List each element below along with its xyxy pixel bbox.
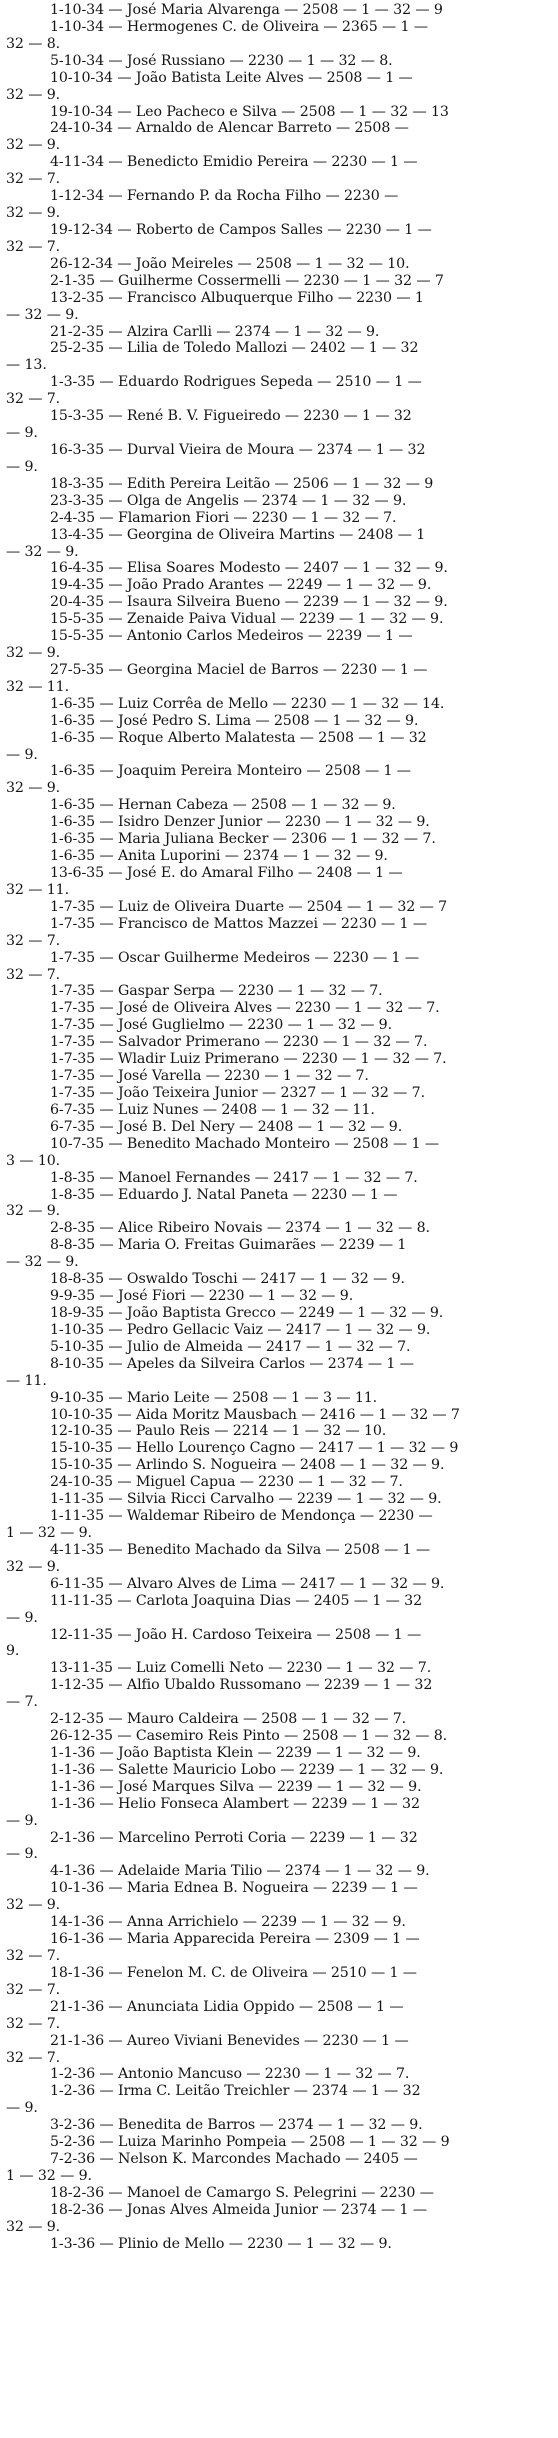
entry-text: 5-10-35 — Julio de Almeida — 2417 — 1 — 32 — 7. <box>50 1338 411 1355</box>
entry-line <box>0 1068 558 1085</box>
entry-text: 32 — 7. <box>6 966 61 983</box>
entry-text: 32 — 7. <box>6 391 61 408</box>
entry-line <box>0 476 558 493</box>
entry-line <box>0 2 558 19</box>
entry-text: 14-1-36 — Anna Arrichielo — 2239 — 1 — 32 — 9. <box>50 1914 406 1931</box>
entry-text: 32 — 7. <box>6 932 61 949</box>
entry-text: 1-7-35 — João Teixeira Junior — 2327 — 1 — 32 — 7. <box>50 1085 425 1101</box>
entry-continuation-line <box>0 679 558 696</box>
entry-text: 1-7-35 — Oscar Guilherme Medeiros — 2230 — 1 — <box>50 949 419 966</box>
entry-continuation-line <box>0 2100 558 2117</box>
entry-text: 1-1-36 — José Marques Silva — 2239 — 1 — 32 — 9. <box>50 1778 422 1795</box>
entry-continuation-line <box>0 2016 558 2033</box>
entry-text: 8-10-35 — Apeles da Silveira Carlos — 2374 — 1 — <box>50 1355 414 1372</box>
entry-text: 32 — 11. <box>6 678 70 695</box>
entry-line <box>0 1677 558 1694</box>
entry-text: 25-2-35 — Lilia de Toledo Mallozi — 2402 — 1 — 32 <box>50 340 419 357</box>
entry-text: 1-3-35 — Eduardo Rodrigues Sepeda — 2510 — 1 — <box>50 374 422 391</box>
entry-continuation-line <box>0 425 558 442</box>
entry-continuation-line <box>0 1254 558 1271</box>
entry-line <box>0 594 558 611</box>
entry-text: 13-6-35 — José E. do Amaral Filho — 2408 — 1 — <box>50 865 403 882</box>
entry-text: 1-7-35 — Salvador Primerano — 2230 — 1 — 32 — 7. <box>50 1034 428 1051</box>
entry-line <box>0 290 558 307</box>
entry-text: 32 — 7. <box>6 1981 61 1998</box>
entry-text: 1-6-35 — Luiz Corrêa de Mello — 2230 — 1 — 32 — 14. <box>50 695 445 712</box>
entry-line <box>0 340 558 357</box>
entry-text: 1-12-35 — Alfio Ubaldo Russomano — 2239 — 1 — 32 <box>50 1677 433 1694</box>
entry-text: 3 — 10. <box>6 1152 61 1169</box>
entry-line <box>0 1914 558 1931</box>
entry-text: 32 — 9. <box>6 780 61 797</box>
entry-continuation-line <box>0 933 558 950</box>
entry-line <box>0 1762 558 1779</box>
entry-line <box>0 154 558 171</box>
entry-line <box>0 510 558 527</box>
entry-line <box>0 1170 558 1187</box>
entry-continuation-line <box>0 2168 558 2185</box>
entry-text: 18-2-36 — Manoel de Camargo S. Pelegrini — 2230 — <box>50 2184 434 2201</box>
entry-text: 32 — 8. <box>6 35 61 52</box>
entry-text: 32 — 7. <box>6 238 61 255</box>
entry-text: 10-10-34 — João Batista Leite Alves — 2508 — 1 — <box>50 69 413 86</box>
entry-continuation-line <box>0 205 558 222</box>
entry-line <box>0 1474 558 1491</box>
entry-text: 32 — 9. <box>6 1203 61 1220</box>
entry-text: 1 — 32 — 9. <box>6 1524 92 1541</box>
entry-text: 15-10-35 — Hello Lourenço Cagno — 2417 — 1 — 32 — 9 <box>50 1440 459 1457</box>
entry-line <box>0 763 558 780</box>
entry-line <box>0 2134 558 2151</box>
entry-text: — 9. <box>6 2100 38 2117</box>
entry-text: 1-7-35 — Francisco de Mattos Mazzei — 2230 — 1 — <box>50 915 427 932</box>
entry-line <box>0 2083 558 2100</box>
entry-line <box>0 628 558 645</box>
entry-line <box>0 1305 558 1322</box>
entry-line <box>0 1271 558 1288</box>
entry-text: 18-3-35 — Edith Pereira Leitão — 2506 — 1 — 32 — 9 <box>50 475 434 492</box>
entry-line <box>0 696 558 713</box>
entry-line <box>0 1542 558 1559</box>
entry-text: 6-7-35 — José B. Del Nery — 2408 — 1 — 32 — 9. <box>50 1118 403 1135</box>
entry-line <box>0 222 558 239</box>
entry-text: 32 — 9. <box>6 1897 61 1914</box>
entry-continuation-line <box>0 1948 558 1965</box>
entry-line <box>0 1779 558 1796</box>
entry-text: 1-3-36 — Plinio de Mello — 2230 — 1 — 32 — 9. <box>50 2235 392 2252</box>
entry-line <box>0 104 558 121</box>
entry-line <box>0 2185 558 2202</box>
entry-text: 19-10-34 — Leo Pacheco e Silva — 2508 — 1 — 32 — 13 <box>50 103 449 120</box>
entry-text: 9-9-35 — José Fiori — 2230 — 1 — 32 — 9. <box>50 1288 354 1305</box>
entry-line <box>0 1423 558 1440</box>
entry-text: 4-11-35 — Benedito Machado da Silva — 2508 — 1 — <box>50 1541 431 1558</box>
entry-text: 1-1-36 — João Baptista Klein — 2239 — 1 — 32 — 9. <box>50 1744 421 1761</box>
entry-text: 1-8-35 — Eduardo J. Natal Paneta — 2230 — 1 — <box>50 1186 398 1203</box>
entry-text: 18-8-35 — Oswaldo Toschi — 2417 — 1 — 32 — 9. <box>50 1271 405 1288</box>
entry-text: 19-12-34 — Roberto de Campos Salles — 2230 — 1 — <box>50 221 432 238</box>
entry-line <box>0 560 558 577</box>
entry-line <box>0 1136 558 1153</box>
entry-continuation-line <box>0 239 558 256</box>
entry-line <box>0 1119 558 1136</box>
entry-line <box>0 1390 558 1407</box>
entry-text: 32 — 9. <box>6 645 61 662</box>
entry-text: 1-6-35 — Maria Juliana Becker — 2306 — 1 — 32 — 7. <box>50 831 436 848</box>
entry-text: 2-4-35 — Flamarion Fiori — 2230 — 1 — 32 — 7. <box>50 509 397 526</box>
entry-text: — 9. <box>6 1609 38 1626</box>
entry-text: 5-10-34 — José Russiano — 2230 — 1 — 32 — 8. <box>50 52 393 69</box>
entry-line <box>0 577 558 594</box>
entry-line <box>0 1863 558 1880</box>
entry-text: 5-2-36 — Luiza Marinho Pompeia — 2508 — 1 — 32 — 9 <box>50 2134 450 2151</box>
entry-text: 1-6-35 — Roque Alberto Malatesta — 2508 — 1 — 32 <box>50 729 427 746</box>
entry-line <box>0 1017 558 1034</box>
entry-text: 32 — 7. <box>6 2015 61 2032</box>
entry-text: 1-7-35 — José Varella — 2230 — 1 — 32 — 7. <box>50 1068 369 1085</box>
entry-line <box>0 611 558 628</box>
entry-line <box>0 899 558 916</box>
entry-continuation-line <box>0 1610 558 1627</box>
entry-text: 1-11-35 — Waldemar Ribeiro de Mendonça — 2230 — <box>50 1508 433 1525</box>
entry-text: — 9. <box>6 425 38 442</box>
entry-continuation-line <box>0 1982 558 1999</box>
entry-line <box>0 1999 558 2016</box>
entry-line <box>0 188 558 205</box>
entry-continuation-line <box>0 882 558 899</box>
entry-text: 4-1-36 — Adelaide Maria Tilio — 2374 — 1 — 32 — 9. <box>50 1863 430 1880</box>
entry-text: 2-8-35 — Alice Ribeiro Novais — 2374 — 1 — 32 — 8. <box>50 1220 430 1237</box>
entry-text: 9-10-35 — Mario Leite — 2508 — 1 — 3 — 11. <box>50 1389 378 1406</box>
entry-text: 1-7-35 — José de Oliveira Alves — 2230 — 1 — 32 — 7. <box>50 1000 440 1017</box>
entry-text: 32 — 7. <box>6 1948 61 1965</box>
entry-line <box>0 1237 558 1254</box>
entry-text: 10-1-36 — Maria Ednea B. Nogueira — 2239 — 1 — <box>50 1880 418 1897</box>
entry-text: 16-1-36 — Maria Apparecida Pereira — 2309 — 1 — <box>50 1931 420 1948</box>
entry-text: 1-1-36 — Salette Mauricio Lobo — 2239 — 1 — 32 — 9. <box>50 1761 444 1778</box>
entry-continuation-line <box>0 747 558 764</box>
entry-text: 1-1-36 — Helio Fonseca Alambert — 2239 — 1 — 32 <box>50 1795 420 1812</box>
entry-continuation-line <box>0 1203 558 1220</box>
entry-text: 10-10-35 — Aida Moritz Mausbach — 2416 — 1 — 32 — 7 <box>50 1406 460 1423</box>
entry-text: 13-2-35 — Francisco Albuquerque Filho — 2230 — 1 <box>50 289 424 306</box>
entry-text: 27-5-35 — Georgina Maciel de Barros — 2230 — 1 — <box>50 661 428 678</box>
entry-text: — 9. <box>6 458 38 475</box>
entry-continuation-line <box>0 1846 558 1863</box>
entry-continuation-line <box>0 391 558 408</box>
entry-text: 24-10-34 — Arnaldo de Alencar Barreto — 2508 — <box>50 120 409 137</box>
entry-continuation-line <box>0 87 558 104</box>
entry-text: 1-6-35 — Anita Luporini — 2374 — 1 — 32 — 9. <box>50 848 388 865</box>
entry-text: 16-3-35 — Durval Vieira de Moura — 2374 — 1 — 32 <box>50 441 426 458</box>
entry-line <box>0 1322 558 1339</box>
entry-text: 32 — 7. <box>6 171 61 188</box>
entry-line <box>0 1711 558 1728</box>
entry-text: 1-11-35 — Silvia Ricci Carvalho — 2239 — 1 — 32 — 9. <box>50 1491 442 1508</box>
entry-text: 2-1-35 — Guilherme Cossermelli — 2230 — 1 — 32 — 7 <box>50 272 444 289</box>
entry-line <box>0 713 558 730</box>
entry-text: 6-11-35 — Alvaro Alves de Lima — 2417 — 1 — 32 — 9. <box>50 1575 445 1592</box>
entry-line <box>0 950 558 967</box>
entry-line <box>0 1339 558 1356</box>
entry-line <box>0 1508 558 1525</box>
entry-text: — 11. <box>6 1372 47 1389</box>
entry-continuation-line <box>0 1813 558 1830</box>
entry-line <box>0 831 558 848</box>
entry-line <box>0 916 558 933</box>
entry-text: 1-6-35 — Hernan Cabeza — 2508 — 1 — 32 — 9. <box>50 797 396 814</box>
entry-continuation-line <box>0 2219 558 2236</box>
entry-text: 1 — 32 — 9. <box>6 2168 92 2184</box>
entry-text: 24-10-35 — Miguel Capua — 2230 — 1 — 32 — 7. <box>50 1474 403 1491</box>
entry-continuation-line <box>0 1153 558 1170</box>
entry-text: 32 — 9. <box>6 86 61 103</box>
entry-text: 32 — 9. <box>6 205 61 222</box>
entry-text: 12-11-35 — João H. Cardoso Teixeira — 2508 — 1 — <box>50 1626 422 1643</box>
entry-text: 1-7-35 — Luiz de Oliveira Duarte — 2504 — 1 — 32 — 7 <box>50 898 448 915</box>
entry-text: 32 — 9. <box>6 137 61 154</box>
entry-text: — 9. <box>6 1812 38 1829</box>
entry-line <box>0 493 558 510</box>
entry-line <box>0 1796 558 1813</box>
entry-text: 32 — 7. <box>6 2049 61 2066</box>
entry-line <box>0 1457 558 1474</box>
entry-line <box>0 1627 558 1644</box>
entry-line <box>0 1288 558 1305</box>
entry-line <box>0 1407 558 1424</box>
entry-line <box>0 1187 558 1204</box>
entry-text: 1-10-34 — José Maria Alvarenga — 2508 — 1 — 32 — 9 <box>50 2 443 18</box>
entry-continuation-line <box>0 459 558 476</box>
entry-text: 1-6-35 — José Pedro S. Lima — 2508 — 1 — 32 — 9. <box>50 712 419 729</box>
entry-line <box>0 527 558 544</box>
entry-text: — 32 — 9. <box>6 306 79 323</box>
entry-line <box>0 1491 558 1508</box>
entry-line <box>0 1102 558 1119</box>
entry-line <box>0 273 558 290</box>
entry-line <box>0 1220 558 1237</box>
entry-line <box>0 1745 558 1762</box>
entry-text: 4-11-34 — Benedicto Emidio Pereira — 2230 — 1 — <box>50 154 418 171</box>
entry-text: 18-9-35 — João Baptista Grecco — 2249 — 1 — 32 — 9. <box>50 1304 444 1321</box>
entry-text: 1-7-35 — Wladir Luiz Primerano — 2230 — 1 — 32 — 7. <box>50 1051 447 1068</box>
entry-line <box>0 848 558 865</box>
entry-line <box>0 1660 558 1677</box>
entry-text: 15-5-35 — Zenaide Paiva Vidual — 2239 — 1 — 32 — 9. <box>50 611 444 628</box>
entry-line <box>0 1034 558 1051</box>
entry-text: 10-7-35 — Benedito Machado Monteiro — 2508 — 1 — <box>50 1135 439 1152</box>
entry-line <box>0 1728 558 1745</box>
entry-text: 1-7-35 — José Guglielmo — 2230 — 1 — 32 — 9. <box>50 1017 393 1034</box>
entry-text: 21-2-35 — Alzira Carlli — 2374 — 1 — 32 — 9. <box>50 323 380 340</box>
entry-line <box>0 120 558 137</box>
entry-text: 7-2-36 — Nelson K. Marcondes Machado — 2405 — <box>50 2151 418 2168</box>
entry-text: 3-2-36 — Benedita de Barros — 2374 — 1 — 32 — 9. <box>50 2117 423 2134</box>
entry-text: 26-12-35 — Casemiro Reis Pinto — 2508 — 1 — 32 — 8. <box>50 1728 448 1745</box>
entry-text: 1-8-35 — Manoel Fernandes — 2417 — 1 — 32 — 7. <box>50 1169 418 1186</box>
entry-text: 2-1-36 — Marcelino Perroti Coria — 2239 — 1 — 32 <box>50 1829 418 1846</box>
entry-text: — 7. <box>6 1694 38 1711</box>
entry-continuation-line <box>0 137 558 154</box>
entry-text: — 32 — 9. <box>6 1254 79 1271</box>
entry-line <box>0 1931 558 1948</box>
entry-line <box>0 814 558 831</box>
entry-text: 21-1-36 — Aureo Viviani Benevides — 2230 — 1 — <box>50 2032 409 2049</box>
entry-line <box>0 1965 558 1982</box>
entry-text: 1-2-36 — Antonio Mancuso — 2230 — 1 — 32 — 7. <box>50 2066 410 2083</box>
entry-text: 1-12-34 — Fernando P. da Rocha Filho — 2230 — <box>50 188 399 205</box>
entry-text: 32 — 9. <box>6 2218 61 2235</box>
entry-line <box>0 256 558 273</box>
entry-continuation-line <box>0 780 558 797</box>
entry-text: — 32 — 9. <box>6 543 79 560</box>
entry-continuation-line <box>0 645 558 662</box>
entry-text: 15-10-35 — Arlindo S. Nogueira — 2408 — 1 — 32 — 9. <box>50 1457 445 1474</box>
entry-line <box>0 324 558 341</box>
entry-continuation-line <box>0 544 558 561</box>
entry-line <box>0 662 558 679</box>
entry-continuation-line <box>0 1373 558 1390</box>
entry-line <box>0 1880 558 1897</box>
entry-text: 18-2-36 — Jonas Alves Almeida Junior — 2374 — 1 — <box>50 2201 427 2218</box>
entry-text: 1-6-35 — Joaquim Pereira Monteiro — 2508 — 1 — <box>50 763 411 780</box>
entry-continuation-line <box>0 1525 558 1542</box>
entry-line <box>0 2236 558 2253</box>
entry-text: 18-1-36 — Fenelon M. C. de Oliveira — 2510 — 1 — <box>50 1964 417 1981</box>
entry-line <box>0 1440 558 1457</box>
entry-line <box>0 19 558 36</box>
entry-continuation-line <box>0 1897 558 1914</box>
entry-line <box>0 2202 558 2219</box>
entry-text: 6-7-35 — Luiz Nunes — 2408 — 1 — 32 — 11. <box>50 1101 375 1118</box>
entry-text: 1-2-36 — Irma C. Leitão Treichler — 2374 — 1 — 32 <box>50 2083 421 2100</box>
entry-text: 1-10-34 — Hermogenes C. de Oliveira — 2365 — 1 — <box>50 18 428 35</box>
entry-line <box>0 797 558 814</box>
entry-line <box>0 1051 558 1068</box>
entry-text: — 9. <box>6 746 38 763</box>
entry-text: 32 — 9. <box>6 1558 61 1575</box>
entry-text: 1-10-35 — Pedro Gellacic Vaiz — 2417 — 1 — 32 — 9. <box>50 1321 431 1338</box>
entry-text: 15-3-35 — René B. V. Figueiredo — 2230 — 1 — 32 <box>50 408 412 425</box>
entry-text: 2-12-35 — Mauro Caldeira — 2508 — 1 — 32 — 7. <box>50 1711 407 1728</box>
entry-continuation-line <box>0 357 558 374</box>
entry-line <box>0 1085 558 1102</box>
entry-continuation-line <box>0 967 558 984</box>
entry-text: 20-4-35 — Isaura Silveira Bueno — 2239 — 1 — 32 — 9. <box>50 594 448 611</box>
entry-text: — 9. <box>6 1846 38 1863</box>
entry-continuation-line <box>0 36 558 53</box>
entry-continuation-line <box>0 307 558 324</box>
entry-text: 1-6-35 — Isidro Denzer Junior — 2230 — 1 — 32 — 9. <box>50 814 430 831</box>
entry-continuation-line <box>0 1559 558 1576</box>
entry-line <box>0 1830 558 1847</box>
entry-line <box>0 408 558 425</box>
entry-line <box>0 1576 558 1593</box>
entry-text: 1-7-35 — Gaspar Serpa — 2230 — 1 — 32 — 7. <box>50 983 383 1000</box>
entry-line <box>0 374 558 391</box>
entry-text: — 13. <box>6 357 47 374</box>
entry-line <box>0 983 558 1000</box>
entry-text: 15-5-35 — Antonio Carlos Medeiros — 2239 — 1 — <box>50 628 413 645</box>
entry-text: 13-11-35 — Luiz Comelli Neto — 2230 — 1 — 32 — 7. <box>50 1660 432 1677</box>
entry-line <box>0 442 558 459</box>
entry-continuation-line <box>0 171 558 188</box>
entry-line <box>0 2033 558 2050</box>
entry-text: 8-8-35 — Maria O. Freitas Guimarães — 2239 — 1 <box>50 1237 407 1254</box>
entry-line <box>0 2066 558 2083</box>
entry-text: 16-4-35 — Elisa Soares Modesto — 2407 — 1 — 32 — 9. <box>50 560 448 577</box>
entry-line <box>0 730 558 747</box>
entry-line <box>0 865 558 882</box>
entry-line <box>0 53 558 70</box>
entry-text: 32 — 11. <box>6 881 70 898</box>
entry-text: 12-10-35 — Paulo Reis — 2214 — 1 — 32 — 10. <box>50 1423 387 1440</box>
entry-text: 11-11-35 — Carlota Joaquina Dias — 2405 — 1 — 32 <box>50 1592 423 1609</box>
entry-continuation-line <box>0 1694 558 1711</box>
entry-text: 26-12-34 — João Meireles — 2508 — 1 — 32 — 10. <box>50 255 410 272</box>
entry-line <box>0 1593 558 1610</box>
entry-continuation-line <box>0 1643 558 1660</box>
entry-line <box>0 2117 558 2134</box>
entry-line <box>0 2151 558 2168</box>
entry-text: 23-3-35 — Olga de Angelis — 2374 — 1 — 32 — 9. <box>50 492 407 509</box>
entry-line <box>0 70 558 87</box>
entry-continuation-line <box>0 2050 558 2067</box>
entry-text: 19-4-35 — João Prado Arantes — 2249 — 1 — 32 — 9. <box>50 577 432 594</box>
entry-text: 13-4-35 — Georgina de Oliveira Martins — 2408 — 1 <box>50 526 426 543</box>
entry-line <box>0 1356 558 1373</box>
entry-text: 21-1-36 — Anunciata Lidia Oppido — 2508 — 1 — <box>50 1998 404 2015</box>
entry-text: 9. <box>6 1643 20 1660</box>
entry-line <box>0 1000 558 1017</box>
